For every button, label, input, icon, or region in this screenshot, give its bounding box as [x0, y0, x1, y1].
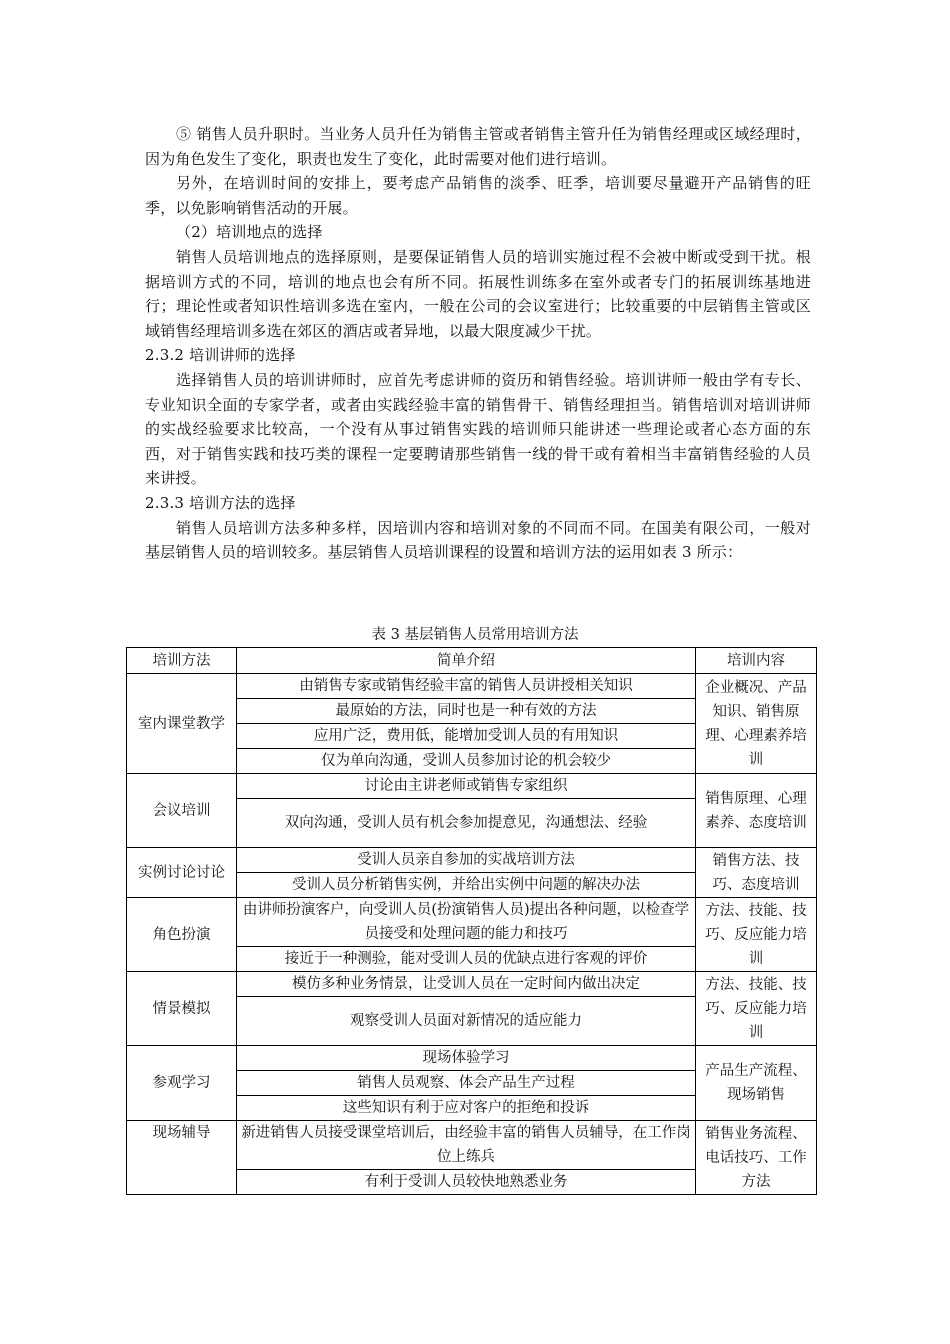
section-heading-method: 2.3.3 培训方法的选择 — [145, 493, 296, 512]
content-cell: 企业概况、产品知识、销售原理、心理素养培训 — [696, 674, 817, 774]
training-methods-table — [126, 647, 817, 1195]
description-cell: 受训人员亲自参加的实战培训方法 — [237, 848, 696, 873]
table-row — [127, 674, 817, 699]
description-cell: 应用广泛，费用低，能增加受训人员的有用知识 — [237, 724, 696, 749]
description-cell: 新进销售人员接受课堂培训后，由经验丰富的销售人员辅导，在工作岗位上练兵 — [237, 1121, 696, 1170]
section-heading-trainer: 2.3.2 培训讲师的选择 — [145, 346, 296, 365]
method-cell: 情景模拟 — [127, 972, 237, 1046]
content-cell: 销售原理、心理素养、态度培训 — [696, 774, 817, 848]
description-cell: 有利于受训人员较快地熟悉业务 — [237, 1170, 696, 1195]
method-cell: 参观学习 — [127, 1046, 237, 1121]
table-row — [127, 848, 817, 873]
subheading-location: （2）培训地点的选择 — [176, 223, 323, 242]
content-cell: 销售业务流程、电话技巧、工作方法 — [696, 1121, 817, 1195]
header-method: 培训方法 — [127, 648, 237, 674]
description-cell: 双向沟通，受训人员有机会参加提意见，沟通想法、经验 — [237, 799, 696, 848]
paragraph-trainer: 选择销售人员的培训讲师时，应首先考虑讲师的资历和销售经验。培训讲师一般由学有专长、专业知识全面的专家学者，或者由实践经验丰富的销售骨干、销售经理担当。销售培训对培训讲师的实战经验要求比较高，一个没有从事过销售实践的培训师只能讲述一些理论或者心态方面的东西，对于销售实践和技巧类的课程一定要聘请那些销售一线的骨干或有着相当丰富销售经验的人员来讲授。 — [145, 370, 811, 488]
description-cell: 销售人员观察、体会产品生产过程 — [237, 1071, 696, 1096]
description-cell: 模仿多种业务情景，让受训人员在一定时间内做出决定 — [237, 972, 696, 997]
table-row — [127, 972, 817, 997]
method-cell: 现场辅导 — [127, 1121, 237, 1195]
description-cell: 由销售专家或销售经验丰富的销售人员讲授相关知识 — [237, 674, 696, 699]
paragraph-method: 销售人员培训方法多种多样，因培训内容和培训对象的不同而不同。在国美有限公司，一般对基层销售人员的培训较多。基层销售人员培训课程的设置和培训方法的运用如表 3 所示： — [145, 518, 811, 562]
description-cell: 讨论由主讲老师或销售专家组织 — [237, 774, 696, 799]
description-cell: 最原始的方法，同时也是一种有效的方法 — [237, 699, 696, 724]
description-cell: 接近于一种测验，能对受训人员的优缺点进行客观的评价 — [237, 947, 696, 972]
content-cell: 方法、技能、技巧、反应能力培训 — [696, 898, 817, 972]
paragraph-promotion: ⑤ 销售人员升职时。当业务人员升任为销售主管或者销售主管升任为销售经理或区域经理时，因为角色发生了变化，职责也发生了变化，此时需要对他们进行培训。 — [145, 125, 811, 168]
method-cell: 角色扮演 — [127, 898, 237, 972]
description-cell: 由讲师扮演客户，向受训人员(扮演销售人员)提出各种问题，以检查学员接受和处理问题的能力和技巧 — [237, 898, 696, 947]
table-caption: 表 3 基层销售人员常用培训方法 — [371, 627, 579, 643]
header-description: 简单介绍 — [237, 648, 696, 674]
paragraph-timing: 另外，在培训时间的安排上，要考虑产品销售的淡季、旺季，培训要尽量避开产品销售的旺季，以免影响销售活动的开展。 — [145, 174, 811, 217]
content-cell: 方法、技能、技巧、反应能力培训 — [696, 972, 817, 1046]
description-cell: 仅为单向沟通，受训人员参加讨论的机会较少 — [237, 749, 696, 774]
method-cell: 会议培训 — [127, 774, 237, 848]
header-content: 培训内容 — [696, 648, 817, 674]
method-cell: 实例讨论讨论 — [127, 848, 237, 898]
description-cell: 现场体验学习 — [237, 1046, 696, 1071]
table-row — [127, 1121, 817, 1170]
paragraph-location: 销售人员培训地点的选择原则，是要保证销售人员的培训实施过程不会被中断或受到干扰。根据培训方式的不同，培训的地点也会有所不同。拓展性训练多在室外或者专门的拓展训练基地进行；理论性或者知识性培训多选在室内，一般在公司的会议室进行；比较重要的中层销售主管或区域销售经理培训多选在郊区的酒店或者异地，以最大限度减少干扰。 — [145, 247, 811, 340]
table-header-row — [127, 648, 817, 674]
body-text — [145, 122, 811, 565]
description-cell: 受训人员分析销售实例，并给出实例中问题的解决办法 — [237, 873, 696, 898]
table-row — [127, 898, 817, 947]
table-row — [127, 1046, 817, 1071]
description-cell: 观察受训人员面对新情况的适应能力 — [237, 997, 696, 1046]
content-cell: 销售方法、技巧、态度培训 — [696, 848, 817, 898]
content-cell: 产品生产流程、现场销售 — [696, 1046, 817, 1121]
method-cell: 室内课堂教学 — [127, 674, 237, 774]
table-row — [127, 774, 817, 799]
description-cell: 这些知识有利于应对客户的拒绝和投诉 — [237, 1096, 696, 1121]
